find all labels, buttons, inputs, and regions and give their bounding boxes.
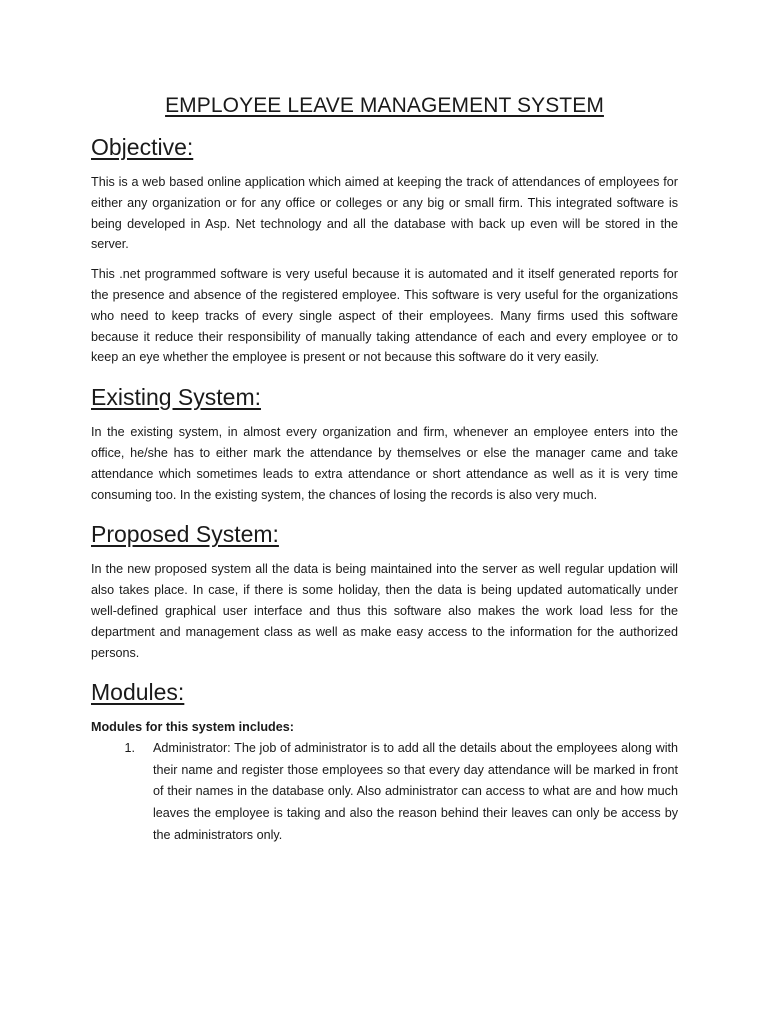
section-modules bbox=[91, 677, 678, 846]
list-item-number: 1. bbox=[124, 741, 135, 756]
list-item bbox=[91, 738, 678, 846]
paragraph: In the existing system, in almost every organization and firm, whenever an employee enters into the office, he/she has to either mark the attendance by themselves or else the manager came and take attendance which sometimes leads to extra attendance or short attendance as well as it is very time consuming too. In the existing system, the chances of losing the records is also very much. bbox=[91, 425, 678, 502]
section-heading-proposed-system: Proposed System: bbox=[91, 521, 279, 548]
section-proposed-system bbox=[91, 519, 678, 663]
section-existing-system bbox=[91, 382, 678, 505]
section-heading-existing-system: Existing System: bbox=[91, 384, 261, 411]
modules-intro: Modules for this system includes: bbox=[91, 720, 294, 735]
paragraph: This .net programmed software is very useful because it is automated and it itself generated reports for the presence and absence of the registered employee. This software is very useful for the organizations who need to keep tracks of every single aspect of their employees. Many firms used this software because it reduce their responsibility of manually taking attendance of each and every employee or to keep an eye whether the employee is present or not because this software do it very easily. bbox=[91, 267, 678, 365]
list-item-gap bbox=[135, 738, 153, 846]
document-title: EMPLOYEE LEAVE MANAGEMENT SYSTEM bbox=[165, 94, 604, 117]
section-objective bbox=[91, 132, 678, 368]
section-heading-objective: Objective: bbox=[91, 134, 194, 160]
modules-list bbox=[91, 738, 678, 846]
list-item-text: Administrator: The job of administrator is to add all the details about the employees along with their name and register those employees so that every day attendance will be marked in front of their names in the database only. Also administrator can access to what are and how much leaves the employee is taking and also the reason behind their leaves can only be access by the administrators only. bbox=[153, 741, 678, 842]
paragraph: In the new proposed system all the data is being maintained into the server as well regular updation will also takes place. In case, if there is some holiday, then the data is being updated automatically under well-defined graphical user interface and thus this software also makes the work load less for the department and management class as well as make easy access to the information for the authorized persons. bbox=[91, 562, 678, 660]
paragraph: This is a web based online application which aimed at keeping the track of attendances of employees for either any organization or for any office or colleges or any big or small firm. This integrated software is being developed in Asp. Net technology and all the database with back up even will be stored in the server. bbox=[91, 175, 678, 252]
section-heading-modules: Modules: bbox=[91, 679, 185, 706]
